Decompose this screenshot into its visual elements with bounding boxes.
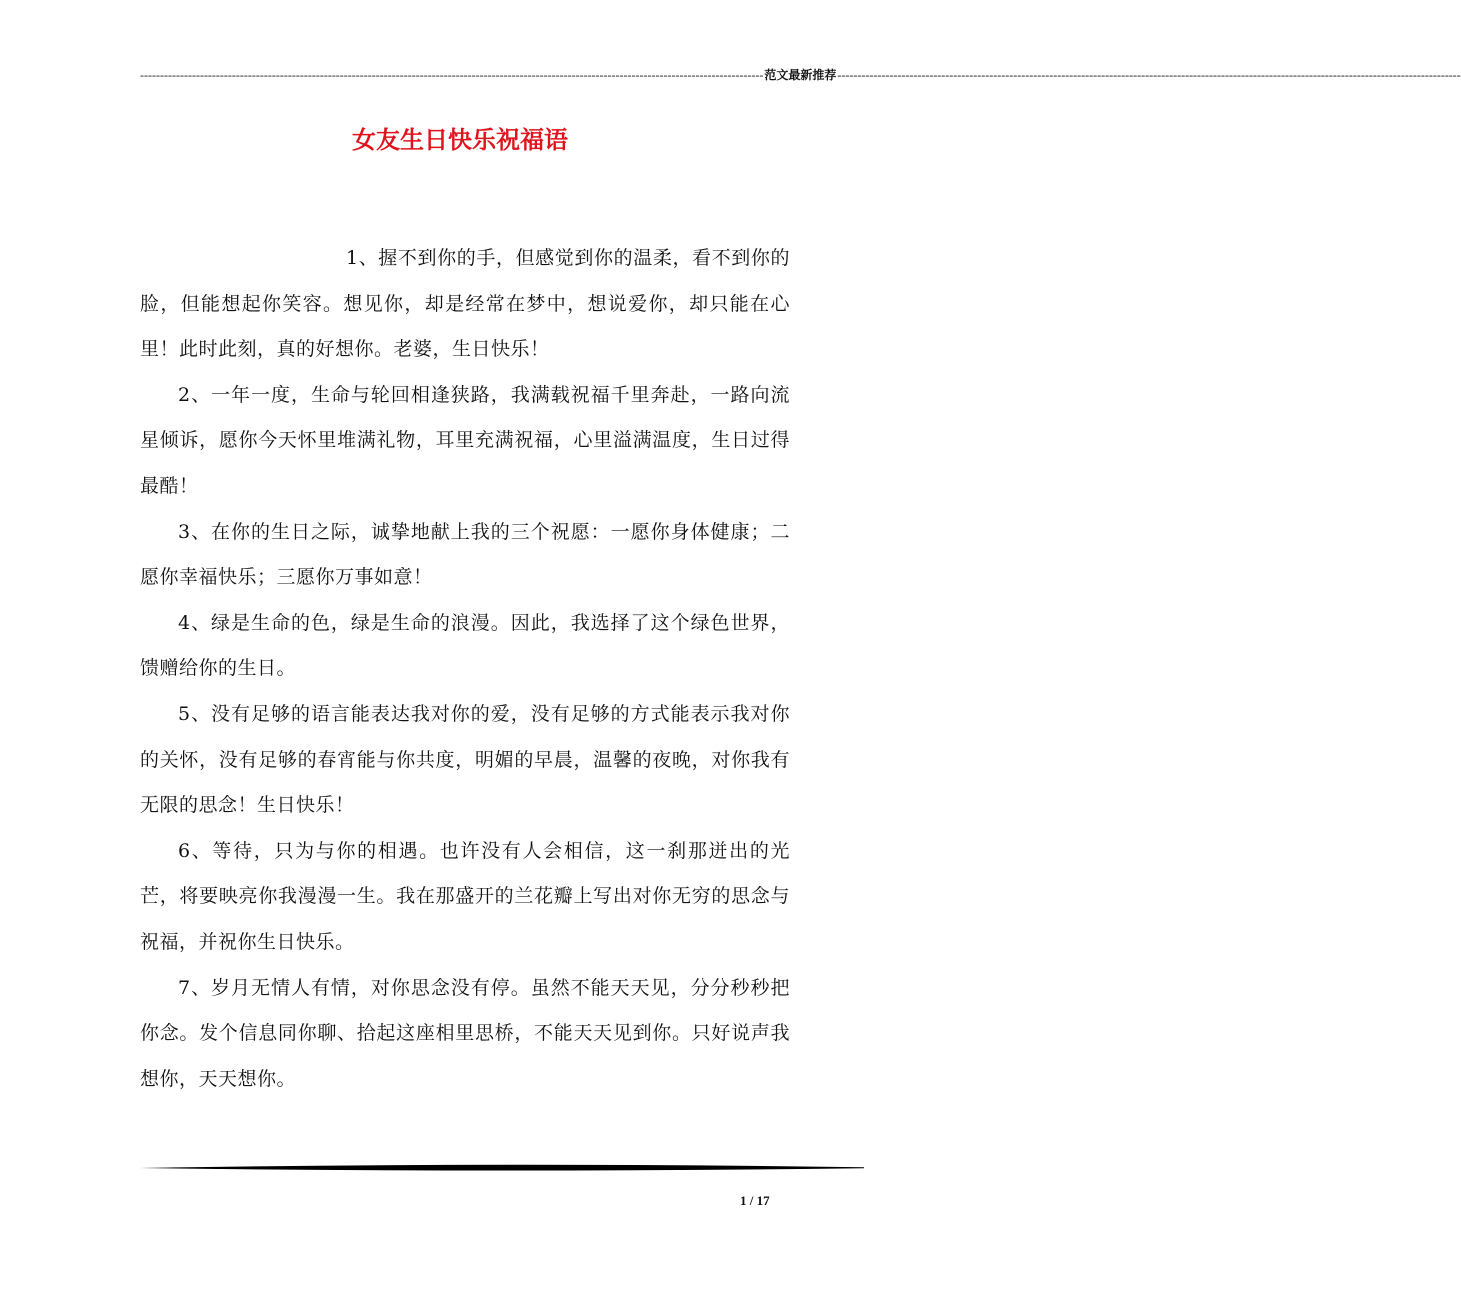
- header-dash-left: ------------------------------------------------------------------------------------------------------------------------------------------------------------: [140, 68, 764, 82]
- document-title: 女友生日快乐祝福语: [352, 125, 568, 154]
- paragraph-5: 5、没有足够的语言能表达我对你的爱，没有足够的方式能表示我对你的关怀，没有足够的春宵能与你共度，明媚的早晨，温馨的夜晚，对你我有无限的思念！生日快乐！: [140, 702, 790, 817]
- paragraph-4: 4、绿是生命的色，绿是生命的浪漫。因此，我选择了这个绿色世界，馈赠给你的生日。: [140, 611, 790, 680]
- header-label: 范文最新推荐: [764, 68, 837, 82]
- paragraph-6: 6、等待，只为与你的相遇。也许没有人会相信，这一刹那迸出的光芒，将要映亮你我漫漫一生。我在那盛开的兰花瓣上写出对你无穷的思念与祝福，并祝你生日快乐。: [140, 839, 790, 953]
- footer-rule: [140, 1163, 864, 1173]
- page-header: [140, 66, 1461, 84]
- paragraph-3: 3、在你的生日之际，诚挚地献上我的三个祝愿：一愿你身体健康；二愿你幸福快乐；三愿你万事如意！: [140, 520, 790, 589]
- document-body: [140, 236, 790, 1102]
- paragraph-1: 1、握不到你的手，但感觉到你的温柔，看不到你的脸，但能想起你笑容。想见你，却是经常在梦中，想说爱你，却只能在心里！此时此刻，真的好想你。老婆，生日快乐！: [140, 247, 790, 361]
- header-dash-right: ------------------------------------------------------------------------------------------------------------------------------------------------------------: [837, 68, 1461, 82]
- paragraph-2: 2、一年一度，生命与轮回相逢狭路，我满载祝福千里奔赴，一路向流星倾诉，愿你今天怀里堆满礼物，耳里充满祝福，心里溢满温度，生日过得最酷！: [140, 383, 790, 497]
- paragraph-7: 7、岁月无情人有情，对你思念没有停。虽然不能天天见，分分秒秒把你念。发个信息同你聊、拾起这座相里思桥，不能天天见到你。只好说声我想你，天天想你。: [140, 976, 790, 1090]
- page-number: 1 / 17: [740, 1193, 770, 1208]
